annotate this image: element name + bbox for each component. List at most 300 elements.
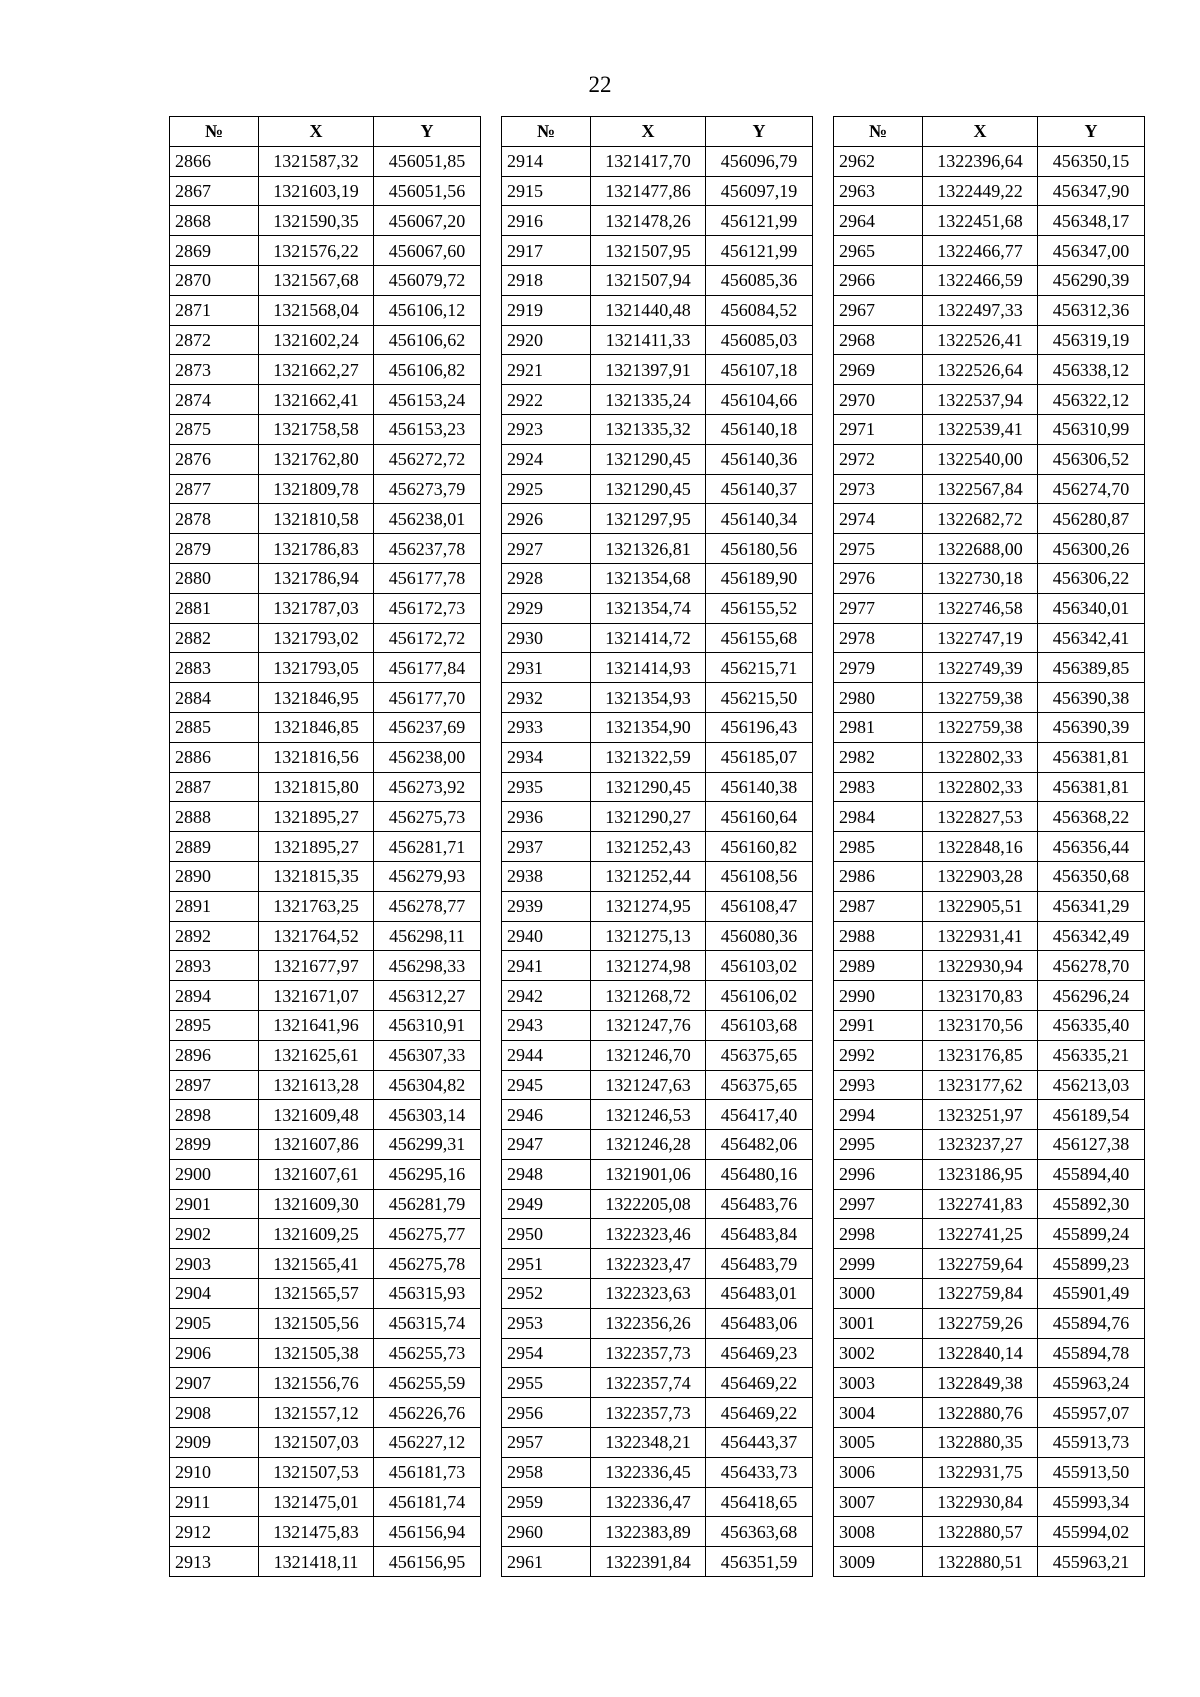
x-coordinate-cell: 1321565,57 xyxy=(259,1279,374,1309)
x-coordinate-cell: 1321274,95 xyxy=(591,891,706,921)
x-coordinate-cell: 1322759,38 xyxy=(923,712,1038,742)
point-number-cell: 2869 xyxy=(170,236,259,266)
x-coordinate-cell: 1321411,33 xyxy=(591,325,706,355)
table-row xyxy=(834,653,1145,683)
x-coordinate-cell: 1321815,35 xyxy=(259,861,374,891)
y-coordinate-cell: 456213,03 xyxy=(1038,1070,1145,1100)
header-number: № xyxy=(170,117,259,147)
x-coordinate-cell: 1321246,53 xyxy=(591,1100,706,1130)
table-row xyxy=(170,653,481,683)
table-row xyxy=(502,563,813,593)
table-row xyxy=(502,772,813,802)
point-number-cell: 2954 xyxy=(502,1338,591,1368)
x-coordinate-cell: 1321354,68 xyxy=(591,563,706,593)
y-coordinate-cell: 456281,79 xyxy=(374,1189,481,1219)
header-x: X xyxy=(259,117,374,147)
x-coordinate-cell: 1321602,24 xyxy=(259,325,374,355)
y-coordinate-cell: 456338,12 xyxy=(1038,355,1145,385)
point-number-cell: 2944 xyxy=(502,1040,591,1070)
point-number-cell: 2940 xyxy=(502,921,591,951)
point-number-cell: 2953 xyxy=(502,1308,591,1338)
x-coordinate-cell: 1321603,19 xyxy=(259,176,374,206)
x-coordinate-cell: 1321846,95 xyxy=(259,683,374,713)
table-row xyxy=(170,236,481,266)
y-coordinate-cell: 456153,23 xyxy=(374,414,481,444)
point-number-cell: 2874 xyxy=(170,385,259,415)
x-coordinate-cell: 1321810,58 xyxy=(259,504,374,534)
point-number-cell: 2907 xyxy=(170,1368,259,1398)
header-x: X xyxy=(923,117,1038,147)
y-coordinate-cell: 456347,90 xyxy=(1038,176,1145,206)
x-coordinate-cell: 1322848,16 xyxy=(923,832,1038,862)
point-number-cell: 2870 xyxy=(170,265,259,295)
point-number-cell: 2985 xyxy=(834,832,923,862)
x-coordinate-cell: 1321677,97 xyxy=(259,951,374,981)
table-row xyxy=(170,1100,481,1130)
point-number-cell: 2922 xyxy=(502,385,591,415)
x-coordinate-cell: 1322567,84 xyxy=(923,474,1038,504)
y-coordinate-cell: 456280,87 xyxy=(1038,504,1145,534)
point-number-cell: 2931 xyxy=(502,653,591,683)
table-row xyxy=(502,1130,813,1160)
table-row xyxy=(170,921,481,951)
y-coordinate-cell: 456080,36 xyxy=(706,921,813,951)
table-row xyxy=(834,236,1145,266)
point-number-cell: 2967 xyxy=(834,295,923,325)
x-coordinate-cell: 1322449,22 xyxy=(923,176,1038,206)
y-coordinate-cell: 456480,16 xyxy=(706,1159,813,1189)
y-coordinate-cell: 456290,39 xyxy=(1038,265,1145,295)
table-row xyxy=(834,1010,1145,1040)
y-coordinate-cell: 456389,85 xyxy=(1038,653,1145,683)
table-row xyxy=(502,534,813,564)
point-number-cell: 2995 xyxy=(834,1130,923,1160)
table-row xyxy=(502,653,813,683)
y-coordinate-cell: 456319,19 xyxy=(1038,325,1145,355)
x-coordinate-cell: 1322905,51 xyxy=(923,891,1038,921)
y-coordinate-cell: 456322,12 xyxy=(1038,385,1145,415)
x-coordinate-cell: 1321478,26 xyxy=(591,206,706,236)
x-coordinate-cell: 1321568,04 xyxy=(259,295,374,325)
y-coordinate-cell: 456185,07 xyxy=(706,742,813,772)
point-number-cell: 3009 xyxy=(834,1547,923,1577)
x-coordinate-cell: 1321475,83 xyxy=(259,1517,374,1547)
table-row xyxy=(502,891,813,921)
table-row xyxy=(502,444,813,474)
table-row xyxy=(834,1487,1145,1517)
y-coordinate-cell: 456106,62 xyxy=(374,325,481,355)
x-coordinate-cell: 1322741,25 xyxy=(923,1219,1038,1249)
table-row xyxy=(170,1219,481,1249)
y-coordinate-cell: 455963,21 xyxy=(1038,1547,1145,1577)
table-row xyxy=(834,146,1145,176)
table-row xyxy=(170,861,481,891)
x-coordinate-cell: 1321895,27 xyxy=(259,832,374,862)
x-coordinate-cell: 1323170,56 xyxy=(923,1010,1038,1040)
point-number-cell: 2879 xyxy=(170,534,259,564)
y-coordinate-cell: 456381,81 xyxy=(1038,742,1145,772)
x-coordinate-cell: 1321793,05 xyxy=(259,653,374,683)
y-coordinate-cell: 456273,79 xyxy=(374,474,481,504)
y-coordinate-cell: 456121,99 xyxy=(706,206,813,236)
table-row xyxy=(170,1398,481,1428)
y-coordinate-cell: 456177,70 xyxy=(374,683,481,713)
x-coordinate-cell: 1322336,47 xyxy=(591,1487,706,1517)
y-coordinate-cell: 456281,71 xyxy=(374,832,481,862)
point-number-cell: 2973 xyxy=(834,474,923,504)
x-coordinate-cell: 1321414,93 xyxy=(591,653,706,683)
y-coordinate-cell: 456103,02 xyxy=(706,951,813,981)
table-row xyxy=(502,1100,813,1130)
x-coordinate-cell: 1321557,12 xyxy=(259,1398,374,1428)
y-coordinate-cell: 456351,59 xyxy=(706,1547,813,1577)
table-row xyxy=(502,1249,813,1279)
point-number-cell: 2921 xyxy=(502,355,591,385)
x-coordinate-cell: 1322688,00 xyxy=(923,534,1038,564)
y-coordinate-cell: 456347,00 xyxy=(1038,236,1145,266)
y-coordinate-cell: 456227,12 xyxy=(374,1428,481,1458)
y-coordinate-cell: 456375,65 xyxy=(706,1040,813,1070)
point-number-cell: 2975 xyxy=(834,534,923,564)
point-number-cell: 2906 xyxy=(170,1338,259,1368)
point-number-cell: 2991 xyxy=(834,1010,923,1040)
point-number-cell: 2961 xyxy=(502,1547,591,1577)
table-row xyxy=(170,414,481,444)
x-coordinate-cell: 1321252,43 xyxy=(591,832,706,862)
point-number-cell: 2899 xyxy=(170,1130,259,1160)
header-y: Y xyxy=(706,117,813,147)
table-row xyxy=(834,206,1145,236)
x-coordinate-cell: 1321274,98 xyxy=(591,951,706,981)
y-coordinate-cell: 455894,76 xyxy=(1038,1308,1145,1338)
y-coordinate-cell: 456106,12 xyxy=(374,295,481,325)
point-number-cell: 2935 xyxy=(502,772,591,802)
table-row xyxy=(834,1130,1145,1160)
y-coordinate-cell: 456189,54 xyxy=(1038,1100,1145,1130)
y-coordinate-cell: 455894,78 xyxy=(1038,1338,1145,1368)
x-coordinate-cell: 1321440,48 xyxy=(591,295,706,325)
point-number-cell: 2956 xyxy=(502,1398,591,1428)
point-number-cell: 2927 xyxy=(502,534,591,564)
y-coordinate-cell: 456298,11 xyxy=(374,921,481,951)
point-number-cell: 2932 xyxy=(502,683,591,713)
y-coordinate-cell: 455913,73 xyxy=(1038,1428,1145,1458)
table-row xyxy=(502,951,813,981)
x-coordinate-cell: 1321507,03 xyxy=(259,1428,374,1458)
table-row xyxy=(834,563,1145,593)
x-coordinate-cell: 1321246,28 xyxy=(591,1130,706,1160)
y-coordinate-cell: 456483,79 xyxy=(706,1249,813,1279)
x-coordinate-cell: 1321252,44 xyxy=(591,861,706,891)
point-number-cell: 2996 xyxy=(834,1159,923,1189)
y-coordinate-cell: 456106,02 xyxy=(706,981,813,1011)
y-coordinate-cell: 456189,90 xyxy=(706,563,813,593)
y-coordinate-cell: 455899,23 xyxy=(1038,1249,1145,1279)
point-number-cell: 2939 xyxy=(502,891,591,921)
y-coordinate-cell: 456315,93 xyxy=(374,1279,481,1309)
point-number-cell: 2892 xyxy=(170,921,259,951)
table-row xyxy=(170,802,481,832)
point-number-cell: 2908 xyxy=(170,1398,259,1428)
point-number-cell: 2937 xyxy=(502,832,591,862)
table-row xyxy=(170,1159,481,1189)
x-coordinate-cell: 1321354,74 xyxy=(591,593,706,623)
x-coordinate-cell: 1321477,86 xyxy=(591,176,706,206)
table-row xyxy=(834,891,1145,921)
y-coordinate-cell: 456084,52 xyxy=(706,295,813,325)
y-coordinate-cell: 456342,49 xyxy=(1038,921,1145,951)
table-row xyxy=(834,772,1145,802)
table-row xyxy=(834,1428,1145,1458)
x-coordinate-cell: 1321275,13 xyxy=(591,921,706,951)
x-coordinate-cell: 1321507,95 xyxy=(591,236,706,266)
table-row xyxy=(502,683,813,713)
x-coordinate-cell: 1321671,07 xyxy=(259,981,374,1011)
x-coordinate-cell: 1322741,83 xyxy=(923,1189,1038,1219)
point-number-cell: 2903 xyxy=(170,1249,259,1279)
y-coordinate-cell: 456085,03 xyxy=(706,325,813,355)
table-row xyxy=(502,861,813,891)
y-coordinate-cell: 456274,70 xyxy=(1038,474,1145,504)
x-coordinate-cell: 1321507,53 xyxy=(259,1457,374,1487)
point-number-cell: 2971 xyxy=(834,414,923,444)
x-coordinate-cell: 1322880,51 xyxy=(923,1547,1038,1577)
y-coordinate-cell: 456418,65 xyxy=(706,1487,813,1517)
table-row xyxy=(170,891,481,921)
table-row xyxy=(834,504,1145,534)
point-number-cell: 2990 xyxy=(834,981,923,1011)
point-number-cell: 2909 xyxy=(170,1428,259,1458)
table-row xyxy=(170,712,481,742)
y-coordinate-cell: 456310,99 xyxy=(1038,414,1145,444)
y-coordinate-cell: 456368,22 xyxy=(1038,802,1145,832)
y-coordinate-cell: 456177,78 xyxy=(374,563,481,593)
point-number-cell: 2959 xyxy=(502,1487,591,1517)
y-coordinate-cell: 456300,26 xyxy=(1038,534,1145,564)
table-row xyxy=(502,1338,813,1368)
x-coordinate-cell: 1321322,59 xyxy=(591,742,706,772)
y-coordinate-cell: 456103,68 xyxy=(706,1010,813,1040)
x-coordinate-cell: 1321609,30 xyxy=(259,1189,374,1219)
table-row xyxy=(502,1398,813,1428)
x-coordinate-cell: 1321787,03 xyxy=(259,593,374,623)
point-number-cell: 2970 xyxy=(834,385,923,415)
y-coordinate-cell: 456181,74 xyxy=(374,1487,481,1517)
y-coordinate-cell: 456097,19 xyxy=(706,176,813,206)
table-row xyxy=(170,772,481,802)
x-coordinate-cell: 1321758,58 xyxy=(259,414,374,444)
table-row xyxy=(834,623,1145,653)
x-coordinate-cell: 1322930,94 xyxy=(923,951,1038,981)
y-coordinate-cell: 456356,44 xyxy=(1038,832,1145,862)
y-coordinate-cell: 456335,21 xyxy=(1038,1040,1145,1070)
x-coordinate-cell: 1321567,68 xyxy=(259,265,374,295)
point-number-cell: 2934 xyxy=(502,742,591,772)
table-row xyxy=(170,563,481,593)
point-number-cell: 2887 xyxy=(170,772,259,802)
y-coordinate-cell: 456312,27 xyxy=(374,981,481,1011)
y-coordinate-cell: 456275,73 xyxy=(374,802,481,832)
table-row xyxy=(502,1457,813,1487)
x-coordinate-cell: 1321354,93 xyxy=(591,683,706,713)
point-number-cell: 2994 xyxy=(834,1100,923,1130)
point-number-cell: 2952 xyxy=(502,1279,591,1309)
x-coordinate-cell: 1322880,76 xyxy=(923,1398,1038,1428)
y-coordinate-cell: 456155,52 xyxy=(706,593,813,623)
point-number-cell: 2893 xyxy=(170,951,259,981)
point-number-cell: 2986 xyxy=(834,861,923,891)
y-coordinate-cell: 456172,72 xyxy=(374,623,481,653)
y-coordinate-cell: 456108,47 xyxy=(706,891,813,921)
point-number-cell: 2875 xyxy=(170,414,259,444)
point-number-cell: 2925 xyxy=(502,474,591,504)
point-number-cell: 2960 xyxy=(502,1517,591,1547)
table-row xyxy=(502,742,813,772)
table-row xyxy=(834,861,1145,891)
x-coordinate-cell: 1322540,00 xyxy=(923,444,1038,474)
table-row xyxy=(834,1457,1145,1487)
table-row xyxy=(834,385,1145,415)
y-coordinate-cell: 456226,76 xyxy=(374,1398,481,1428)
x-coordinate-cell: 1321417,70 xyxy=(591,146,706,176)
table-row xyxy=(834,593,1145,623)
x-coordinate-cell: 1321326,81 xyxy=(591,534,706,564)
point-number-cell: 2881 xyxy=(170,593,259,623)
x-coordinate-cell: 1322759,64 xyxy=(923,1249,1038,1279)
x-coordinate-cell: 1322323,47 xyxy=(591,1249,706,1279)
y-coordinate-cell: 456079,72 xyxy=(374,265,481,295)
y-coordinate-cell: 456295,16 xyxy=(374,1159,481,1189)
x-coordinate-cell: 1321662,41 xyxy=(259,385,374,415)
table-row xyxy=(834,683,1145,713)
point-number-cell: 2901 xyxy=(170,1189,259,1219)
y-coordinate-cell: 456172,73 xyxy=(374,593,481,623)
table-row xyxy=(502,1428,813,1458)
x-coordinate-cell: 1321815,80 xyxy=(259,772,374,802)
table-row xyxy=(170,623,481,653)
x-coordinate-cell: 1321565,41 xyxy=(259,1249,374,1279)
y-coordinate-cell: 456140,38 xyxy=(706,772,813,802)
x-coordinate-cell: 1321335,24 xyxy=(591,385,706,415)
y-coordinate-cell: 456196,43 xyxy=(706,712,813,742)
x-coordinate-cell: 1322840,14 xyxy=(923,1338,1038,1368)
x-coordinate-cell: 1321625,61 xyxy=(259,1040,374,1070)
x-coordinate-cell: 1322391,84 xyxy=(591,1547,706,1577)
x-coordinate-cell: 1322749,39 xyxy=(923,653,1038,683)
x-coordinate-cell: 1321609,48 xyxy=(259,1100,374,1130)
point-number-cell: 2886 xyxy=(170,742,259,772)
table-row xyxy=(502,206,813,236)
y-coordinate-cell: 456381,81 xyxy=(1038,772,1145,802)
x-coordinate-cell: 1321397,91 xyxy=(591,355,706,385)
coordinates-table-1 xyxy=(169,116,481,1577)
table-row xyxy=(834,1338,1145,1368)
y-coordinate-cell: 455899,24 xyxy=(1038,1219,1145,1249)
point-number-cell: 2942 xyxy=(502,981,591,1011)
y-coordinate-cell: 456180,56 xyxy=(706,534,813,564)
table-row xyxy=(502,1070,813,1100)
table-row xyxy=(170,1547,481,1577)
point-number-cell: 2982 xyxy=(834,742,923,772)
table-row xyxy=(834,951,1145,981)
table-row xyxy=(170,474,481,504)
point-number-cell: 2938 xyxy=(502,861,591,891)
table-row xyxy=(834,1279,1145,1309)
point-number-cell: 3006 xyxy=(834,1457,923,1487)
x-coordinate-cell: 1322880,35 xyxy=(923,1428,1038,1458)
x-coordinate-cell: 1322746,58 xyxy=(923,593,1038,623)
y-coordinate-cell: 456215,50 xyxy=(706,683,813,713)
x-coordinate-cell: 1322759,38 xyxy=(923,683,1038,713)
x-coordinate-cell: 1321505,38 xyxy=(259,1338,374,1368)
point-number-cell: 2969 xyxy=(834,355,923,385)
point-number-cell: 2885 xyxy=(170,712,259,742)
point-number-cell: 2888 xyxy=(170,802,259,832)
y-coordinate-cell: 456108,56 xyxy=(706,861,813,891)
y-coordinate-cell: 456051,85 xyxy=(374,146,481,176)
y-coordinate-cell: 456483,84 xyxy=(706,1219,813,1249)
y-coordinate-cell: 456106,82 xyxy=(374,355,481,385)
x-coordinate-cell: 1321901,06 xyxy=(591,1159,706,1189)
table-header-row xyxy=(502,117,813,147)
y-coordinate-cell: 455892,30 xyxy=(1038,1189,1145,1219)
x-coordinate-cell: 1322357,74 xyxy=(591,1368,706,1398)
x-coordinate-cell: 1321290,45 xyxy=(591,772,706,802)
y-coordinate-cell: 456483,01 xyxy=(706,1279,813,1309)
y-coordinate-cell: 456298,33 xyxy=(374,951,481,981)
table-row xyxy=(502,1219,813,1249)
table-row xyxy=(170,534,481,564)
table-row xyxy=(834,1100,1145,1130)
table-row xyxy=(834,742,1145,772)
x-coordinate-cell: 1321247,76 xyxy=(591,1010,706,1040)
point-number-cell: 2895 xyxy=(170,1010,259,1040)
table-row xyxy=(170,742,481,772)
x-coordinate-cell: 1323177,62 xyxy=(923,1070,1038,1100)
y-coordinate-cell: 456215,71 xyxy=(706,653,813,683)
y-coordinate-cell: 456181,73 xyxy=(374,1457,481,1487)
x-coordinate-cell: 1321290,27 xyxy=(591,802,706,832)
table-header-row xyxy=(834,117,1145,147)
y-coordinate-cell: 456238,00 xyxy=(374,742,481,772)
point-number-cell: 2891 xyxy=(170,891,259,921)
table-row xyxy=(170,176,481,206)
table-row xyxy=(502,1189,813,1219)
y-coordinate-cell: 456340,01 xyxy=(1038,593,1145,623)
point-number-cell: 2873 xyxy=(170,355,259,385)
x-coordinate-cell: 1322526,41 xyxy=(923,325,1038,355)
table-row xyxy=(834,1189,1145,1219)
y-coordinate-cell: 455894,40 xyxy=(1038,1159,1145,1189)
y-coordinate-cell: 456140,37 xyxy=(706,474,813,504)
x-coordinate-cell: 1321335,32 xyxy=(591,414,706,444)
point-number-cell: 2871 xyxy=(170,295,259,325)
table-row xyxy=(834,921,1145,951)
point-number-cell: 2948 xyxy=(502,1159,591,1189)
page-number: 22 xyxy=(588,72,612,97)
y-coordinate-cell: 456051,56 xyxy=(374,176,481,206)
x-coordinate-cell: 1321816,56 xyxy=(259,742,374,772)
table-row xyxy=(834,1368,1145,1398)
point-number-cell: 2964 xyxy=(834,206,923,236)
table-row xyxy=(834,1249,1145,1279)
x-coordinate-cell: 1322466,59 xyxy=(923,265,1038,295)
y-coordinate-cell: 456310,91 xyxy=(374,1010,481,1040)
table-row xyxy=(170,951,481,981)
point-number-cell: 2958 xyxy=(502,1457,591,1487)
x-coordinate-cell: 1321895,27 xyxy=(259,802,374,832)
table-row xyxy=(170,1130,481,1160)
